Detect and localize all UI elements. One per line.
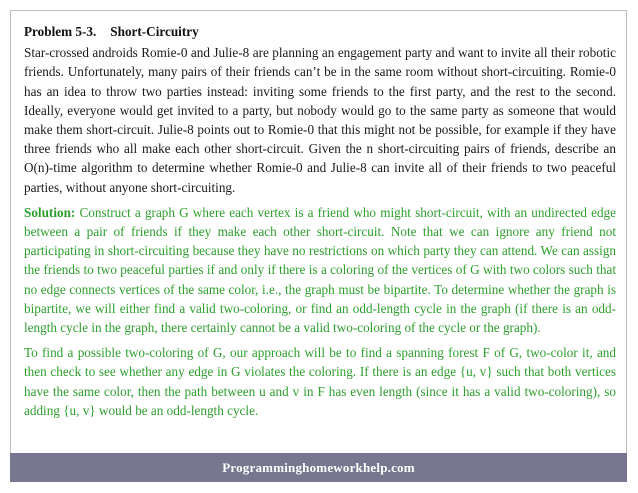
solution-paragraph [24, 203, 616, 337]
footer-bar [10, 453, 627, 482]
slide-content [24, 22, 616, 420]
solution-label: Solution: [24, 204, 76, 220]
problem-statement: Star-crossed androids Romie-0 and Julie-8 are planning an engagement party and want to invite all their robotic friends. Unfortunately, many pairs of their friends can’t be in the same room without short-circuiting. Romie-0 has an idea to throw two parties instead: inviting some friends to the first party, and the rest to the second. Ideally, everyone would get invited to a party, but nobody would go to the same party as someone that would make them short-circuit. Julie-8 points out to Romie-0 that this might not be possible, for example if they have three friends who all make each other short-circuit. Given the n short-circuiting pairs of friends, describe an O(n)-time algorithm to determine whether Romie-0 and Julie-8 can invite all of their friends to two peaceful parties, without anyone short-circuiting. [24, 45, 616, 195]
problem-name: Short-Circuitry [110, 24, 199, 39]
approach-paragraph: To find a possible two-coloring of G, our approach will be to find a spanning forest F of G, two-color it, and then check to see whether any edge in G violates the coloring. If there is an edge {u, v} such that both vertices have the same color, then the path between u and v in F has even length (since it has a valid two-coloring), so adding {u, v} would be an odd-length cycle. [24, 345, 616, 418]
solution-text: Construct a graph G where each vertex is a friend who might short-circuit, with an undirected edge between a pair of friends if they make each other short-circuit. Note that we can ignore any friend not participating in short-circuiting because they have no restrictions on which party they can attend. We can assign the friends to two peaceful parties if and only if there is a coloring of the vertices of G with two colors such that no edge connects vertices of the same color, i.e., the graph must be bipartite. To determine whether the graph is bipartite, we will either find a valid two-coloring, or find an odd-length cycle in the graph (if there is an odd-length cycle in the graph, there certainly cannot be a valid two-coloring of the cycle or the graph). [24, 204, 617, 336]
footer-site: Programminghomeworkhelp.com [222, 459, 415, 475]
problem-number: Problem 5-3. [24, 24, 97, 39]
problem-title [24, 22, 616, 41]
